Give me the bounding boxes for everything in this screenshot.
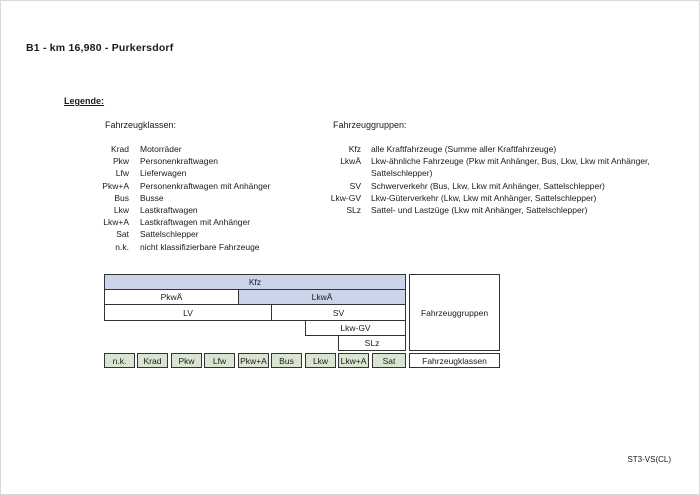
legend-item-kfz bbox=[334, 143, 650, 155]
vehicle-grouping-diagram bbox=[104, 274, 500, 369]
diagram-cell-lv: LV bbox=[104, 304, 272, 321]
legend-abbr: Lkw+A bbox=[103, 217, 129, 228]
legend-abbr: LkwÄ bbox=[340, 156, 361, 167]
legend-item-nk bbox=[105, 241, 270, 253]
diagram-class-lkw: Lkw bbox=[305, 353, 336, 368]
diagram-cell-lkwgv: Lkw-GV bbox=[305, 320, 406, 336]
legend-abbr: Krad bbox=[111, 144, 129, 154]
legend-desc: alle Kraftfahrzeuge (Summe aller Kraftfahrzeuge) bbox=[371, 144, 557, 154]
legend-item-krad bbox=[105, 143, 270, 155]
vehicle-classes-heading: Fahrzeugklassen: bbox=[105, 120, 177, 130]
legend-abbr: Kfz bbox=[348, 144, 361, 154]
legend-desc-continued: Sattelschlepper) bbox=[371, 168, 433, 179]
legend-item-lkwae bbox=[334, 155, 650, 167]
legend-desc: Lastkraftwagen mit Anhänger bbox=[140, 217, 251, 228]
legend-item-bus bbox=[105, 192, 270, 204]
diagram-cell-pkwae: PkwÄ bbox=[104, 289, 239, 305]
legend-item-lfw bbox=[105, 167, 270, 179]
legend-abbr: SLz bbox=[346, 204, 361, 215]
diagram-class-lkwa: Lkw+A bbox=[338, 353, 369, 368]
legend-desc: Personenkraftwagen mit Anhänger bbox=[140, 180, 271, 191]
diagram-cell-slz: SLz bbox=[338, 335, 406, 351]
legend-desc: Sattelschlepper bbox=[140, 229, 199, 240]
diagram-class-lfw: Lfw bbox=[204, 353, 235, 368]
legend-item-lkwa bbox=[105, 216, 270, 228]
legend-abbr: SV bbox=[349, 180, 361, 191]
legend-desc: Motorräder bbox=[140, 144, 182, 154]
legend-desc: Schwerverkehr (Bus, Lkw, Lkw mit Anhänger, Sattelschlepper) bbox=[371, 180, 605, 191]
vehicle-classes-list bbox=[102, 143, 271, 253]
diagram-class-pkw: Pkw bbox=[171, 353, 202, 368]
vehicle-groups-list bbox=[330, 143, 650, 216]
diagram-classes-label: Fahrzeugklassen bbox=[409, 353, 500, 368]
legend-desc: Lieferwagen bbox=[140, 168, 187, 179]
diagram-class-sat: Sat bbox=[372, 353, 406, 368]
legend-desc: nicht klassifizierbare Fahrzeuge bbox=[140, 241, 260, 252]
legend-abbr: Lkw-GV bbox=[330, 192, 361, 203]
legend-abbr: Pkw+A bbox=[102, 180, 129, 191]
page-title: B1 - km 16,980 - Purkersdorf bbox=[26, 42, 174, 54]
legend-item-slz bbox=[334, 204, 650, 216]
legend-desc: Busse bbox=[140, 192, 164, 203]
legend-abbr: Lkw bbox=[113, 204, 129, 215]
legend-desc: Sattel- und Lastzüge (Lkw mit Anhänger, Sattelschlepper) bbox=[371, 204, 588, 215]
vehicle-groups-heading: Fahrzeuggruppen: bbox=[333, 120, 407, 130]
legend-item-lkw bbox=[105, 204, 270, 216]
diagram-class-pkwa: Pkw+A bbox=[238, 353, 269, 368]
legend-desc: Personenkraftwagen bbox=[140, 156, 218, 167]
diagram-class-bus: Bus bbox=[271, 353, 302, 368]
legend-item-sat bbox=[105, 228, 270, 240]
diagram-groups-label: Fahrzeuggruppen bbox=[409, 274, 500, 351]
legend-desc: Lkw-ähnliche Fahrzeuge (Pkw mit Anhänger, Bus, Lkw, Lkw mit Anhänger, bbox=[371, 156, 650, 167]
legend-desc: Lastkraftwagen bbox=[140, 204, 198, 215]
footer-code: ST3-VS(CL) bbox=[627, 455, 671, 464]
legend-item-pkwa bbox=[102, 180, 271, 192]
diagram-class-nk: n.k. bbox=[104, 353, 135, 368]
legend-heading: Legende: bbox=[64, 96, 105, 106]
legend-abbr: n.k. bbox=[115, 241, 129, 252]
legend-desc: Lkw-Güterverkehr (Lkw, Lkw mit Anhänger, Sattelschlepper) bbox=[371, 192, 597, 203]
legend-abbr: Lfw bbox=[115, 168, 129, 179]
diagram-class-krad: Krad bbox=[137, 353, 168, 368]
legend-item-sv bbox=[334, 180, 650, 192]
diagram-cell-kfz: Kfz bbox=[104, 274, 406, 290]
diagram-cell-lkwae: LkwÄ bbox=[238, 289, 406, 305]
legend-item-pkw bbox=[105, 155, 270, 167]
legend-abbr: Pkw bbox=[112, 156, 129, 167]
diagram-cell-sv: SV bbox=[271, 304, 406, 321]
legend-item-lkwae-line2 bbox=[334, 167, 650, 179]
legend-abbr: Sat bbox=[116, 229, 129, 240]
legend-item-lkwgv bbox=[330, 192, 650, 204]
legend-abbr: Bus bbox=[114, 192, 129, 203]
